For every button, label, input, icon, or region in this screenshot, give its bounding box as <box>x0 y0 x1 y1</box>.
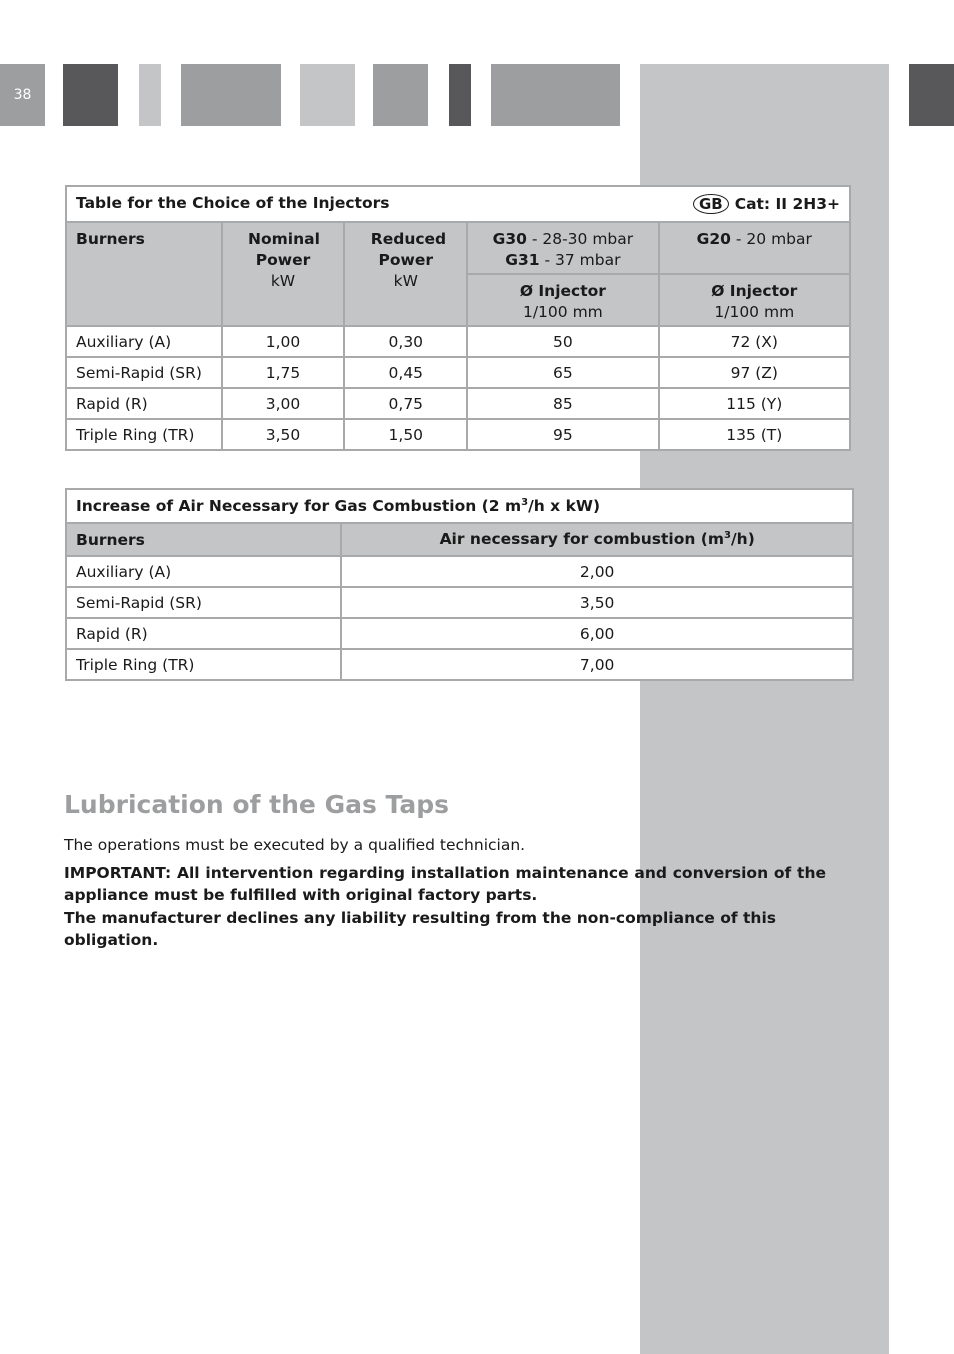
paragraph-qualified-technician: The operations must be executed by a qualified technician. <box>64 836 526 854</box>
injector-g20-value: 115 (Y) <box>659 388 850 419</box>
section-title: Lubrication of the Gas Taps <box>64 790 450 819</box>
burner-name: Rapid (R) <box>66 618 341 649</box>
air-value: 3,50 <box>341 587 853 618</box>
table-row <box>66 556 853 587</box>
injector-g30-value: 85 <box>467 388 658 419</box>
injector-unit: 1/100 mm <box>714 303 795 321</box>
g31-pressure: - 37 mbar <box>544 251 621 269</box>
injector-label: Ø Injector <box>519 282 606 300</box>
air-table-title <box>66 489 853 523</box>
reduced-power-value: 0,75 <box>344 388 467 419</box>
header-block <box>491 64 620 126</box>
header-block <box>181 64 281 126</box>
burner-name: Semi-Rapid (SR) <box>66 587 341 618</box>
table-row <box>66 326 850 357</box>
header-block <box>909 64 954 126</box>
air-table <box>65 488 854 681</box>
air-title-prefix: Increase of Air Necessary for Gas Combustion (2 m <box>76 497 522 516</box>
g20-label: G20 <box>696 230 731 248</box>
table-row <box>66 419 850 450</box>
page-number: 38 <box>0 64 45 126</box>
nominal-power-label: Nominal Power <box>247 230 320 269</box>
burner-name: Triple Ring (TR) <box>66 419 222 450</box>
air-title-suffix: /h x kW) <box>528 497 601 516</box>
air-value: 2,00 <box>341 556 853 587</box>
nominal-power-value: 3,00 <box>222 388 345 419</box>
air-value: 6,00 <box>341 618 853 649</box>
injector-label: Ø Injector <box>711 282 798 300</box>
injector-g30-value: 50 <box>467 326 658 357</box>
paragraph-important: IMPORTANT: All intervention regarding installation maintenance and conversion of the appliance must be fulfilled with original factory parts. <box>64 864 826 904</box>
reduced-power-value: 0,45 <box>344 357 467 388</box>
injector-table-title: Table for the Choice of the Injectors <box>76 194 390 212</box>
reduced-power-value: 1,50 <box>344 419 467 450</box>
reduced-power-value: 0,30 <box>344 326 467 357</box>
header-block <box>139 64 161 126</box>
burner-name: Semi-Rapid (SR) <box>66 357 222 388</box>
injector-g20-value: 135 (T) <box>659 419 850 450</box>
burner-name: Auxiliary (A) <box>66 326 222 357</box>
g20-pressure: - 20 mbar <box>735 230 812 248</box>
reduced-power-unit: kW <box>393 272 418 290</box>
category-label <box>693 194 840 214</box>
g30-label: G30 <box>492 230 527 248</box>
header-block <box>449 64 471 126</box>
header-g20 <box>659 222 850 274</box>
header-nominal-power <box>222 222 345 326</box>
injector-g20-value: 97 (Z) <box>659 357 850 388</box>
burner-name: Rapid (R) <box>66 388 222 419</box>
header-burners: Burners <box>66 523 341 556</box>
gb-badge: GB <box>693 194 729 214</box>
air-value: 7,00 <box>341 649 853 680</box>
injector-unit: 1/100 mm <box>522 303 603 321</box>
paragraph-liability: The manufacturer declines any liability resulting from the non-compliance of this obligation. <box>64 909 776 949</box>
header-burners: Burners <box>66 222 222 326</box>
header-air-necessary <box>341 523 853 556</box>
nominal-power-value: 3,50 <box>222 419 345 450</box>
table-row <box>66 649 853 680</box>
header-block <box>300 64 355 126</box>
table-row <box>66 388 850 419</box>
header-block <box>373 64 428 126</box>
injector-table <box>65 185 851 451</box>
header-reduced-power <box>344 222 467 326</box>
g30-pressure: - 28-30 mbar <box>531 230 634 248</box>
injector-g20-value: 72 (X) <box>659 326 850 357</box>
reduced-power-label: Reduced Power <box>370 230 447 269</box>
air-header-prefix: Air necessary for combustion (m <box>439 530 725 549</box>
injector-table-title-cell <box>66 186 850 222</box>
header-g30-g31 <box>467 222 658 274</box>
header-injector-g30 <box>467 274 658 326</box>
air-title-sup: 3 <box>521 496 529 508</box>
air-header-sup: 3 <box>724 530 731 542</box>
category-text: Cat: II 2H3+ <box>734 195 840 213</box>
nominal-power-value: 1,75 <box>222 357 345 388</box>
g31-label: G31 <box>505 251 540 269</box>
nominal-power-value: 1,00 <box>222 326 345 357</box>
air-header-suffix: /h) <box>731 530 755 549</box>
header-injector-g20 <box>659 274 850 326</box>
nominal-power-unit: kW <box>270 272 296 290</box>
injector-g30-value: 95 <box>467 419 658 450</box>
injector-g30-value: 65 <box>467 357 658 388</box>
burner-name: Auxiliary (A) <box>66 556 341 587</box>
table-row <box>66 587 853 618</box>
burner-name: Triple Ring (TR) <box>66 649 341 680</box>
header-block <box>63 64 118 126</box>
table-row <box>66 357 850 388</box>
table-row <box>66 618 853 649</box>
